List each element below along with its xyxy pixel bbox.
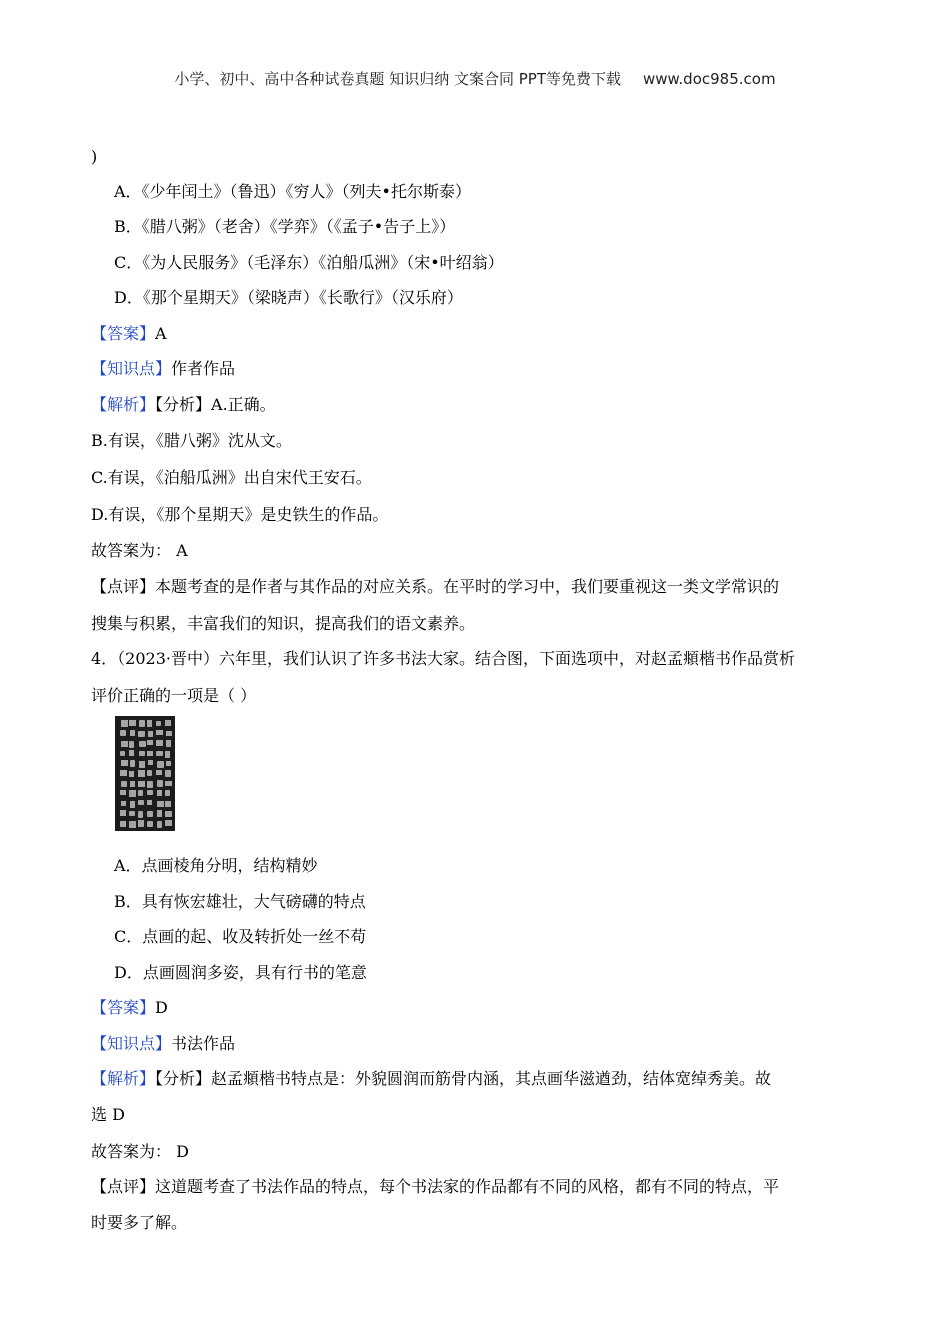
q3-analysis-line: B.有误，《腊八粥》沈从文。	[91, 431, 292, 450]
calligraphy-glyph	[147, 770, 152, 776]
q3-knowledge-point	[91, 358, 235, 380]
q4-knowledge-point	[91, 1033, 235, 1055]
knowledge-tag: 【知识点】	[91, 1034, 172, 1053]
knowledge-value: 书法作品	[171, 1034, 236, 1053]
calligraphy-glyph	[129, 811, 135, 816]
answer-tag: 【答案】	[91, 998, 156, 1017]
calligraphy-glyph	[130, 760, 135, 767]
calligraphy-glyph	[157, 780, 163, 787]
q3-option-d: D．《那个星期天》（梁晓声）《长歌行》（汉乐府）	[114, 288, 463, 307]
q4-comment-cont: 时要多了解。	[91, 1213, 188, 1232]
knowledge-value: 作者作品	[171, 359, 236, 378]
analysis-text: 赵孟頫楷书特点是：外貌圆润而筋骨内涵，其点画华滋遒劲，结体宽绰秀美。故	[211, 1069, 772, 1088]
calligraphy-glyph	[147, 720, 152, 727]
comment-tag: 【点评】	[91, 577, 156, 596]
calligraphy-glyph	[156, 721, 161, 726]
q3-final-answer: 故答案为： A	[91, 541, 188, 560]
calligraphy-glyph	[156, 751, 163, 756]
q4-analysis	[91, 1068, 771, 1090]
q4-option-c: C．点画的起、收及转折处一丝不苟	[114, 927, 367, 946]
calligraphy-glyph	[120, 770, 127, 776]
calligraphy-glyph	[147, 751, 153, 756]
q4-final-answer: 故答案为： D	[91, 1142, 189, 1161]
q3-comment	[91, 576, 779, 598]
calligraphy-glyph	[138, 781, 145, 787]
q4-option-d: D．点画圆润多姿，具有行书的笔意	[114, 963, 367, 982]
calligraphy-glyph	[147, 781, 153, 788]
calligraphy-glyph	[138, 800, 144, 805]
calligraphy-glyph	[129, 821, 136, 828]
knowledge-tag: 【知识点】	[91, 359, 172, 378]
calligraphy-glyph	[121, 801, 126, 806]
calligraphy-glyph	[121, 760, 128, 766]
calligraphy-glyph	[165, 790, 170, 796]
calligraphy-glyph	[120, 790, 126, 795]
calligraphy-glyph	[138, 770, 145, 777]
calligraphy-glyph	[138, 820, 144, 827]
answer-value: D	[155, 998, 168, 1017]
comment-text: 本题考查的是作者与其作品的对应关系。在平时的学习中，我们要重视这一类文学常识的	[155, 577, 780, 596]
calligraphy-glyph	[166, 731, 172, 736]
q4-analysis-cont: 选 D	[91, 1105, 125, 1124]
calligraphy-glyph	[130, 730, 135, 736]
q4-option-a: A．点画棱角分明，结构精妙	[114, 856, 318, 875]
header-url: www.doc985.com	[642, 70, 776, 88]
calligraphy-glyph	[165, 720, 171, 726]
analysis-sub-tag: 【分析】	[155, 395, 212, 414]
calligraphy-glyph	[157, 801, 164, 807]
q4-stem-cont: 评价正确的一项是（ ）	[91, 686, 257, 705]
calligraphy-glyph	[129, 750, 134, 756]
calligraphy-glyph	[129, 741, 134, 748]
analysis-tag: 【解析】	[91, 395, 156, 414]
answer-value: A	[155, 324, 167, 343]
calligraphy-glyph	[139, 761, 145, 768]
calligraphy-glyph	[139, 741, 146, 747]
header-title: 小学、初中、高中各种试卷真题 知识归纳 文案合同 PPT等免费下载	[174, 70, 621, 88]
calligraphy-glyph	[129, 720, 136, 726]
calligraphy-glyph	[138, 811, 143, 818]
calligraphy-glyph	[139, 751, 145, 756]
calligraphy-glyph	[147, 821, 153, 827]
answer-tag: 【答案】	[91, 324, 156, 343]
calligraphy-glyph	[166, 740, 171, 747]
analysis-first: A.正确。	[211, 395, 276, 414]
q3-analysis-line: C.有误，《泊船瓜洲》出自宋代王安石。	[91, 468, 372, 487]
calligraphy-glyph	[157, 790, 162, 796]
page-header	[0, 68, 950, 89]
calligraphy-glyph	[121, 741, 128, 747]
calligraphy-glyph	[121, 720, 128, 727]
calligraphy-glyph	[138, 731, 145, 737]
q3-comment-cont: 搜集与积累，丰富我们的知识，提高我们的语文素养。	[91, 614, 476, 633]
calligraphy-glyph	[165, 751, 170, 758]
calligraphy-glyph	[120, 810, 126, 816]
q3-close-paren: )	[91, 147, 98, 166]
calligraphy-glyph	[165, 781, 172, 786]
q3-option-a: A．《少年闰土》（鲁迅）《穷人》（列夫•托尔斯泰）	[114, 182, 471, 201]
q4-stem: 4．（2023·晋中）六年里，我们认识了许多书法大家。结合图，下面选项中，对赵孟頫楷书作品赏析	[91, 649, 795, 668]
q3-option-c: C．《为人民服务》（毛泽东）《泊船瓜洲》（宋•叶绍翁）	[114, 253, 504, 272]
calligraphy-glyph	[120, 821, 126, 827]
calligraphy-glyph	[120, 751, 125, 756]
calligraphy-glyph	[165, 801, 171, 807]
q4-answer	[91, 997, 168, 1019]
q4-option-b: B．具有恢宏雄壮，大气磅礴的特点	[114, 892, 366, 911]
calligraphy-glyph	[130, 801, 135, 808]
calligraphy-glyph	[129, 790, 136, 797]
calligraphy-glyph	[120, 730, 126, 736]
calligraphy-glyph	[166, 761, 171, 766]
calligraphy-glyph	[156, 770, 162, 775]
analysis-sub-tag: 【分析】	[155, 1069, 212, 1088]
q3-analysis-line: D.有误，《那个星期天》是史铁生的作品。	[91, 505, 389, 524]
q3-option-b: B．《腊八粥》（老舍）《学弈》（《孟子•告子上》）	[114, 217, 456, 236]
calligraphy-glyph	[165, 820, 172, 826]
calligraphy-glyph	[157, 761, 164, 768]
calligraphy-glyph	[156, 730, 163, 735]
calligraphy-glyph	[147, 740, 153, 745]
q3-analysis	[91, 394, 276, 416]
calligraphy-glyph	[147, 800, 152, 805]
calligraphy-glyph	[147, 811, 153, 817]
calligraphy-glyph	[148, 731, 153, 737]
calligraphy-glyph	[148, 760, 153, 765]
calligraphy-glyph	[165, 811, 172, 817]
calligraphy-glyph	[121, 781, 127, 787]
comment-text: 这道题考查了书法作品的特点，每个书法家的作品都有不同的风格，都有不同的特点，平	[155, 1177, 780, 1196]
analysis-tag: 【解析】	[91, 1069, 156, 1088]
q4-comment	[91, 1176, 779, 1198]
calligraphy-glyph	[156, 740, 163, 746]
q3-answer	[91, 323, 167, 345]
calligraphy-glyph	[138, 790, 143, 796]
calligraphy-glyph	[157, 810, 162, 817]
calligraphy-glyph	[165, 770, 171, 777]
calligraphy-glyph	[129, 771, 134, 777]
calligraphy-glyph	[157, 821, 162, 828]
calligraphy-glyph	[130, 781, 135, 787]
calligraphy-glyph	[147, 790, 153, 795]
calligraphy-image	[115, 716, 175, 831]
comment-tag: 【点评】	[91, 1177, 156, 1196]
calligraphy-glyph	[139, 720, 145, 727]
